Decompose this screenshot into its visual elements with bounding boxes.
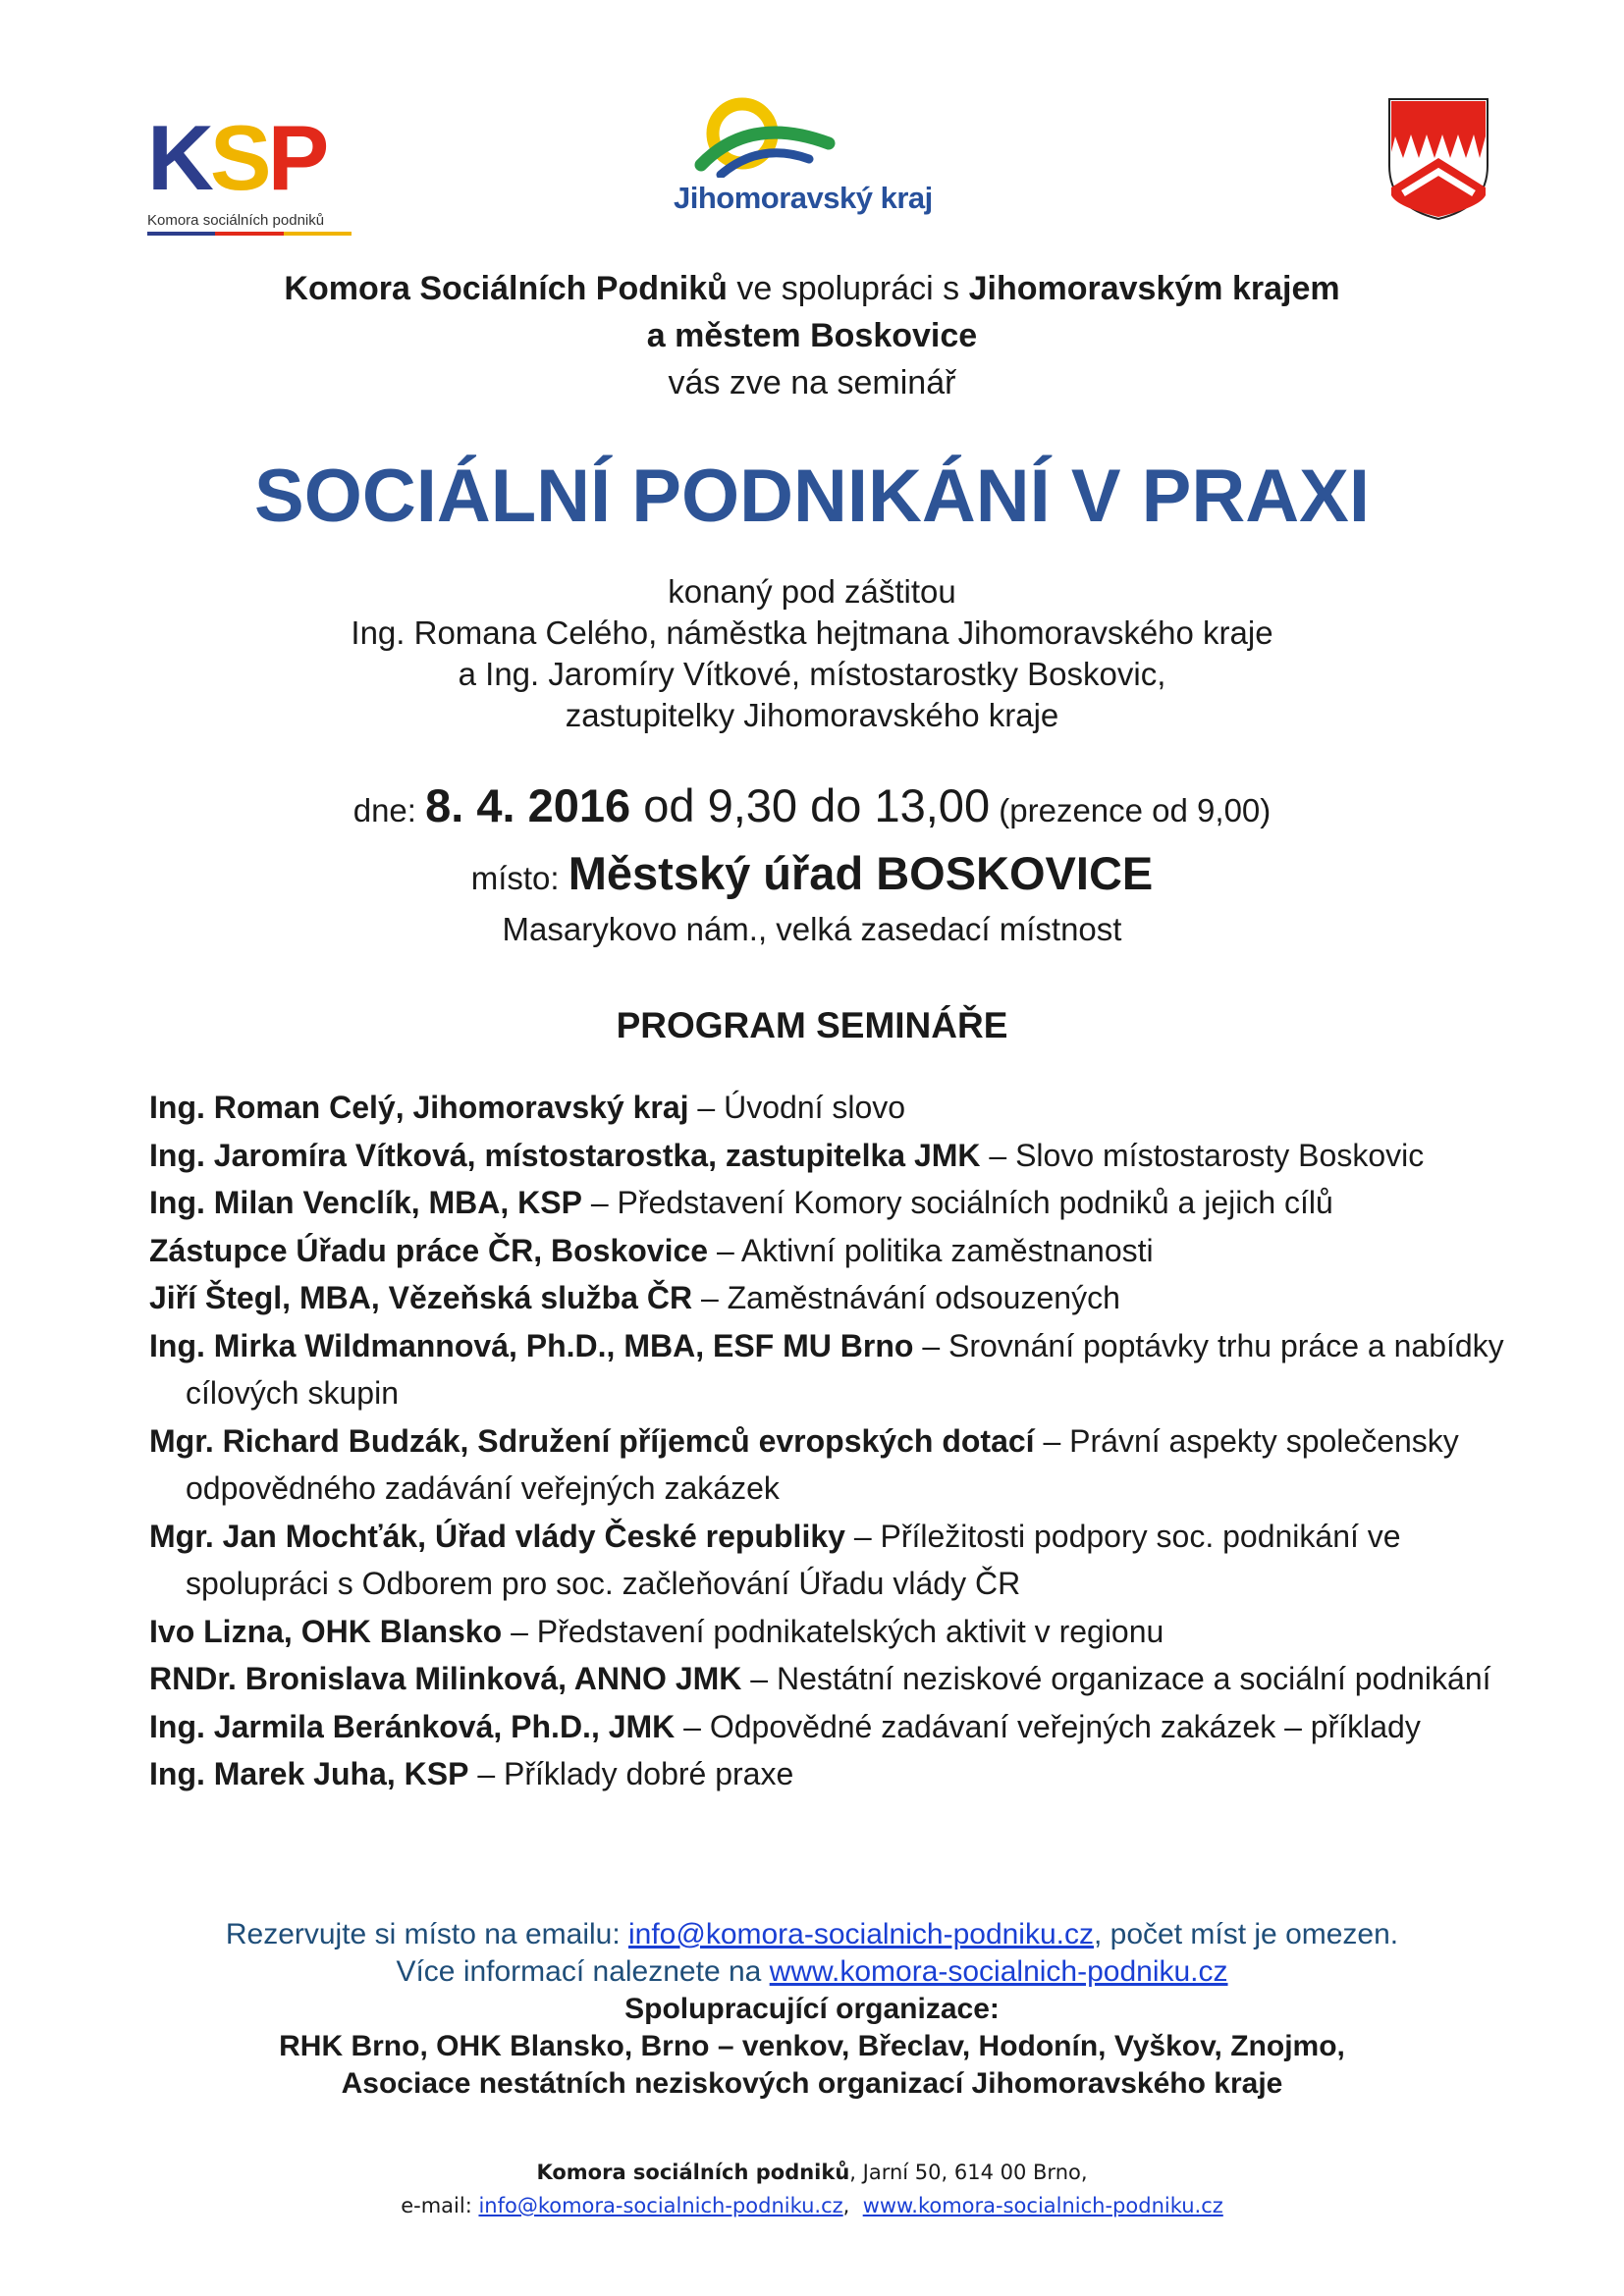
contact-footer [0,2156,1624,2222]
program-topic: – Aktivní politika zaměstnanosti [708,1232,1154,1268]
contact-email-link[interactable]: info@komora-socialnich-podniku.cz [478,2194,843,2217]
program-item [149,1132,1504,1180]
contact-email-label: e-mail: [401,2194,479,2217]
program-item [149,1608,1504,1656]
program-speaker: Ing. Milan Venclík, MBA, KSP [149,1185,582,1220]
program-title: PROGRAM SEMINÁŘE [616,1005,1008,1045]
program-item [149,1417,1504,1513]
boskovice-crest-icon [1387,97,1489,221]
program-topic: – Příležitosti podpory soc. podnikání ve spolupráci s Odborem pro soc. začleňování Úřadu vlády ČR [186,1518,1401,1601]
program-topic: – Představení podnikatelských aktivit v regionu [502,1613,1164,1649]
partner-name: Jihomoravským krajem [968,270,1340,307]
reservation-text: Rezervujte si místo na emailu: [225,1918,628,1950]
contact-address: , Jarní 50, 614 00 Brno, [849,2161,1088,2184]
program-speaker: Ing. Roman Celý, Jihomoravský kraj [149,1090,689,1125]
program-topic: – Úvodní slovo [688,1090,906,1125]
place-value: Městský úřad BOSKOVICE [568,847,1154,899]
invitation-connector: ve spolupráci s [727,270,969,307]
more-info-note [0,1953,1624,1991]
program-speaker: Ivo Lizna, OHK Blansko [149,1613,503,1649]
program-speaker: Ing. Jaromíra Vítková, místostarostka, zastupitelka JMK [149,1137,981,1173]
patronage-line: Ing. Romana Celého, náměstka hejtmana Jihomoravského kraje [351,614,1273,651]
program-topic: – Představení Komory sociálních podniků a jejich cílů [581,1185,1333,1220]
program-item [149,1227,1504,1275]
program-topic: – Nestátní neziskové organizace a sociální podnikání [741,1661,1491,1696]
invitation-line-2 [0,312,1624,359]
patronage-line: zastupitelky Jihomoravského kraje [565,697,1059,733]
ksp-letter-k: K [147,106,210,209]
program-speaker: Zástupce Úřadu práce ČR, Boskovice [149,1232,709,1268]
patronage-line: konaný pod záštitou [668,573,956,610]
partner-organizations [0,1991,1624,2103]
program-item [149,1179,1504,1227]
contact-separator: , [842,2194,863,2217]
reservation-note [0,1916,1624,1953]
program-speaker: Jiří Štegl, MBA, Vězeňská služba ČR [149,1280,693,1315]
program-list [149,1084,1504,1798]
seminar-title: SOCIÁLNÍ PODNIKÁNÍ V PRAXI [254,454,1370,538]
organizer-name: Komora Sociálních Podniků [284,270,728,307]
contact-org: Komora sociálních podniků [536,2161,850,2184]
program-speaker: RNDr. Bronislava Milinková, ANNO JMK [149,1661,742,1696]
ksp-logo-color-bar [147,232,352,236]
program-speaker: Mgr. Richard Budzák, Sdružení příjemců evropských dotací [149,1422,1035,1459]
contact-website-link[interactable]: www.komora-socialnich-podniku.cz [862,2194,1223,2217]
program-item [149,1084,1504,1132]
program-item [149,1750,1504,1798]
reservation-suffix: , počet míst je omezen. [1094,1918,1399,1950]
event-place [0,846,1624,900]
event-date [0,778,1624,832]
place-label: místo: [470,860,568,896]
registration-time: (prezence od 9,00) [990,792,1272,828]
time-value: od 9,30 do 13,00 [630,779,991,831]
program-topic: – Právní aspekty společensky odpovědného zadávání veřejných zakázek [186,1422,1459,1506]
ksp-letter-p: P [267,106,326,209]
program-item [149,1274,1504,1322]
invitation-line-3: vás zve na seminář [668,364,956,401]
program-topic: – Slovo místostarosty Boskovic [980,1137,1425,1173]
reservation-email-link[interactable]: info@komora-socialnich-podniku.cz [628,1918,1094,1950]
program-speaker: Ing. Mirka Wildmannová, Ph.D., MBA, ESF MU Brno [149,1327,914,1363]
ksp-logo [147,106,363,229]
website-link[interactable]: www.komora-socialnich-podniku.cz [769,1955,1228,1988]
jmk-logo-text: Jihomoravský kraj [674,181,933,215]
patronage-line: a Ing. Jaromíry Vítkové, místostarostky Boskovic, [458,656,1166,692]
date-value: 8. 4. 2016 [425,779,631,831]
ksp-logo-subtitle: Komora sociálních podniků [147,212,325,229]
program-item [149,1513,1504,1608]
jmk-emblem-icon [691,94,839,178]
program-item [149,1655,1504,1703]
orgs-line: Asociace nestátních neziskových organizací Jihomoravského kraje [341,2067,1283,2100]
program-topic: – Odpovědné zadávaní veřejných zakázek – příklady [675,1708,1421,1744]
program-speaker: Mgr. Jan Mochťák, Úřad vlády České republiky [149,1518,845,1554]
program-speaker: Ing. Jarmila Beránková, Ph.D., JMK [149,1708,676,1744]
program-item [149,1703,1504,1751]
partner-city: a městem Boskovice [646,317,978,354]
program-topic: – Srovnání poptávky trhu práce a nabídky cílových skupin [186,1327,1504,1411]
program-item [149,1322,1504,1417]
orgs-title: Spolupracující organizace: [624,1993,1000,2025]
more-info-text: Více informací naleznete na [396,1955,770,1988]
date-label: dne: [352,792,426,828]
invitation-line-1 [0,265,1624,312]
ksp-letter-s: S [209,106,268,209]
contact-address-line [0,2156,1624,2189]
orgs-line: RHK Brno, OHK Blansko, Brno – venkov, Břeclav, Hodonín, Vyškov, Znojmo, [279,2030,1345,2062]
program-topic: – Příklady dobré praxe [468,1756,794,1791]
program-speaker: Ing. Marek Juha, KSP [149,1756,469,1791]
place-detail: Masarykovo nám., velká zasedací místnost [502,911,1122,947]
program-topic: – Zaměstnávání odsouzených [692,1280,1120,1315]
ksp-logo-letters [147,106,363,209]
patronage-block [0,571,1624,736]
jmk-logo [674,94,968,227]
contact-links-line [0,2189,1624,2222]
